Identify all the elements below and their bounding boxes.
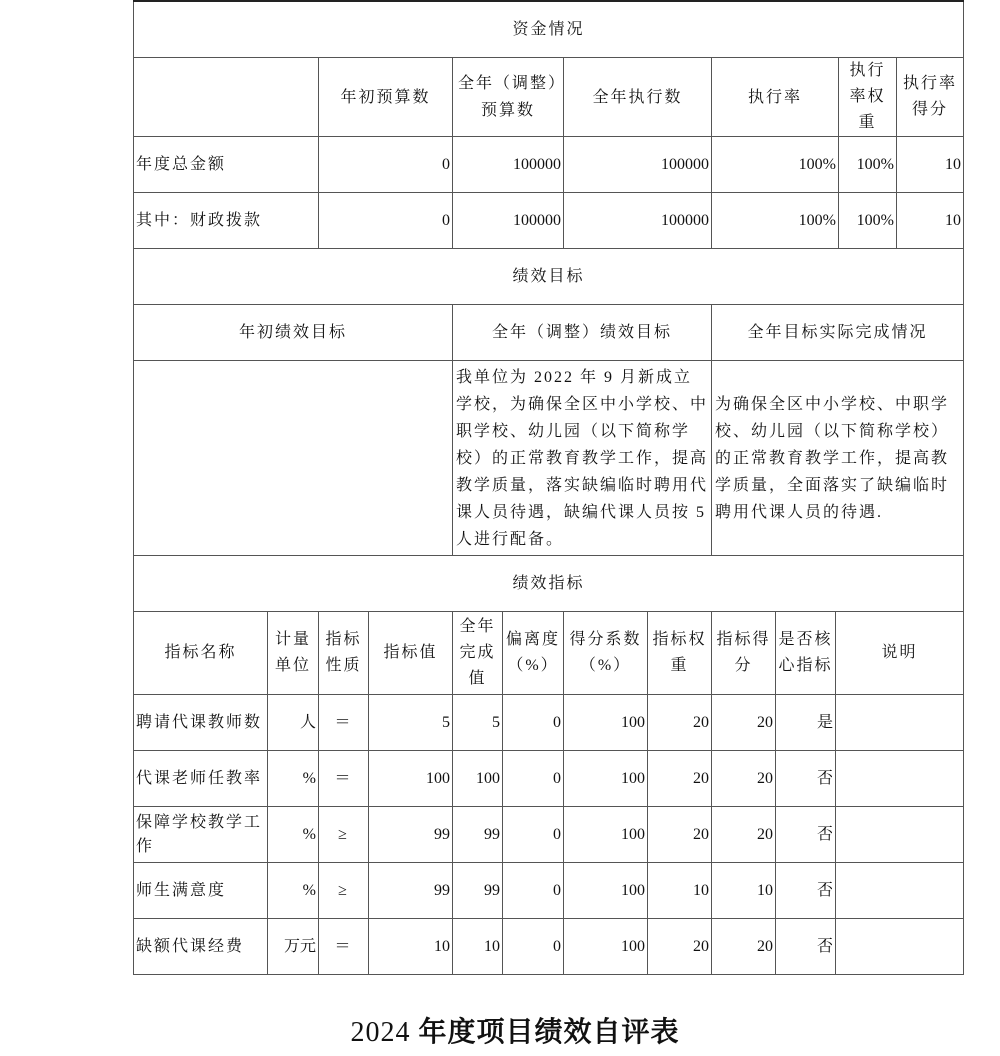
ind-header-score: 指标得分 [712, 612, 776, 695]
indicators-section-title: 绩效指标 [134, 556, 964, 612]
ind-target: 100 [369, 751, 453, 807]
ind-nature: ＝ [319, 751, 369, 807]
ind-header-deviation: 偏离度（%） [503, 612, 564, 695]
ind-note [836, 863, 964, 919]
goals-adjusted-text: 我单位为 2022 年 9 月新成立学校，为确保全区中小学校、中职学校、幼儿园（以下简称学校）的正常教育教学工作，提高教学质量，落实缺编临时聘用代课人员待遇，缺编代课人员按 5 人进行配备。 [453, 361, 712, 556]
ind-core: 否 [776, 807, 836, 863]
funds-row-executed: 100000 [564, 193, 712, 249]
ind-header-target: 指标值 [369, 612, 453, 695]
funds-row-weight: 100% [839, 137, 897, 193]
ind-name: 师生满意度 [134, 863, 268, 919]
ind-note [836, 695, 964, 751]
ind-note [836, 751, 964, 807]
ind-name: 缺额代课经费 [134, 919, 268, 975]
ind-header-core: 是否核心指标 [776, 612, 836, 695]
goals-table [133, 248, 964, 556]
ind-actual: 99 [453, 863, 503, 919]
funds-header-score: 执行率得分 [897, 58, 964, 137]
ind-unit: % [268, 863, 319, 919]
funds-header-blank [134, 58, 319, 137]
ind-coef: 100 [564, 863, 648, 919]
ind-weight: 20 [648, 807, 712, 863]
funds-row-adjusted: 100000 [453, 137, 564, 193]
funds-row-rate: 100% [712, 193, 839, 249]
funds-row [134, 137, 964, 193]
indicator-row [134, 807, 964, 863]
funds-row-score: 10 [897, 137, 964, 193]
indicator-row [134, 695, 964, 751]
ind-name: 聘请代课教师数 [134, 695, 268, 751]
ind-weight: 20 [648, 751, 712, 807]
ind-score: 20 [712, 695, 776, 751]
ind-actual: 100 [453, 751, 503, 807]
ind-deviation: 0 [503, 751, 564, 807]
ind-nature: ＝ [319, 695, 369, 751]
ind-score: 10 [712, 863, 776, 919]
ind-target: 99 [369, 807, 453, 863]
goals-header-actual: 全年目标实际完成情况 [712, 305, 964, 361]
ind-name: 保障学校教学工作 [134, 807, 268, 863]
ind-header-coef: 得分系数（%） [564, 612, 648, 695]
ind-nature: ≥ [319, 807, 369, 863]
funds-header-adjusted: 全年（调整）预算数 [453, 58, 564, 137]
ind-coef: 100 [564, 807, 648, 863]
indicator-row [134, 919, 964, 975]
funds-header-weight: 执行率权重 [839, 58, 897, 137]
ind-actual: 5 [453, 695, 503, 751]
ind-coef: 100 [564, 751, 648, 807]
ind-weight: 20 [648, 695, 712, 751]
funds-row-adjusted: 100000 [453, 193, 564, 249]
ind-coef: 100 [564, 695, 648, 751]
ind-unit: 万元 [268, 919, 319, 975]
ind-unit: % [268, 807, 319, 863]
funds-row-executed: 100000 [564, 137, 712, 193]
goals-section-title: 绩效目标 [134, 249, 964, 305]
ind-actual: 99 [453, 807, 503, 863]
ind-core: 否 [776, 919, 836, 975]
ind-unit: 人 [268, 695, 319, 751]
indicator-row [134, 751, 964, 807]
indicators-table [133, 555, 964, 975]
ind-header-note: 说明 [836, 612, 964, 695]
page-title-text: 年度项目绩效自评表 [418, 1017, 680, 1048]
ind-actual: 10 [453, 919, 503, 975]
ind-coef: 100 [564, 919, 648, 975]
ind-core: 是 [776, 695, 836, 751]
funds-row-weight: 100% [839, 193, 897, 249]
ind-nature: ＝ [319, 919, 369, 975]
goals-header-initial: 年初绩效目标 [134, 305, 453, 361]
ind-target: 99 [369, 863, 453, 919]
funds-header-executed: 全年执行数 [564, 58, 712, 137]
ind-target: 5 [369, 695, 453, 751]
ind-header-name: 指标名称 [134, 612, 268, 695]
funds-header-rate: 执行率 [712, 58, 839, 137]
funds-row-label: 其中：财政拨款 [134, 193, 319, 249]
page-title [0, 1010, 1000, 1050]
indicator-row [134, 863, 964, 919]
ind-note [836, 807, 964, 863]
ind-deviation: 0 [503, 695, 564, 751]
funds-header-initial: 年初预算数 [319, 58, 453, 137]
ind-core: 否 [776, 863, 836, 919]
ind-header-weight: 指标权重 [648, 612, 712, 695]
ind-deviation: 0 [503, 863, 564, 919]
page-title-year: 2024 [350, 1017, 411, 1048]
ind-nature: ≥ [319, 863, 369, 919]
funds-section-title: 资金情况 [134, 1, 964, 58]
funds-row-rate: 100% [712, 137, 839, 193]
ind-target: 10 [369, 919, 453, 975]
ind-note [836, 919, 964, 975]
ind-core: 否 [776, 751, 836, 807]
ind-weight: 20 [648, 919, 712, 975]
funds-row-initial: 0 [319, 193, 453, 249]
funds-row [134, 193, 964, 249]
ind-weight: 10 [648, 863, 712, 919]
ind-score: 20 [712, 807, 776, 863]
funds-table [133, 0, 964, 249]
funds-row-label: 年度总金额 [134, 137, 319, 193]
ind-score: 20 [712, 751, 776, 807]
ind-unit: % [268, 751, 319, 807]
funds-row-score: 10 [897, 193, 964, 249]
goals-initial-text [134, 361, 453, 556]
goals-header-adjusted: 全年（调整）绩效目标 [453, 305, 712, 361]
funds-row-initial: 0 [319, 137, 453, 193]
ind-header-nature: 指标性质 [319, 612, 369, 695]
ind-header-actual: 全年完成值 [453, 612, 503, 695]
ind-name: 代课老师任教率 [134, 751, 268, 807]
ind-header-unit: 计量单位 [268, 612, 319, 695]
ind-score: 20 [712, 919, 776, 975]
goals-actual-text: 为确保全区中小学校、中职学校、幼儿园（以下简称学校）的正常教育教学工作，提高教学质量，全面落实了缺编临时聘用代课人员的待遇. [712, 361, 964, 556]
ind-deviation: 0 [503, 919, 564, 975]
evaluation-sheet [133, 0, 963, 975]
ind-deviation: 0 [503, 807, 564, 863]
